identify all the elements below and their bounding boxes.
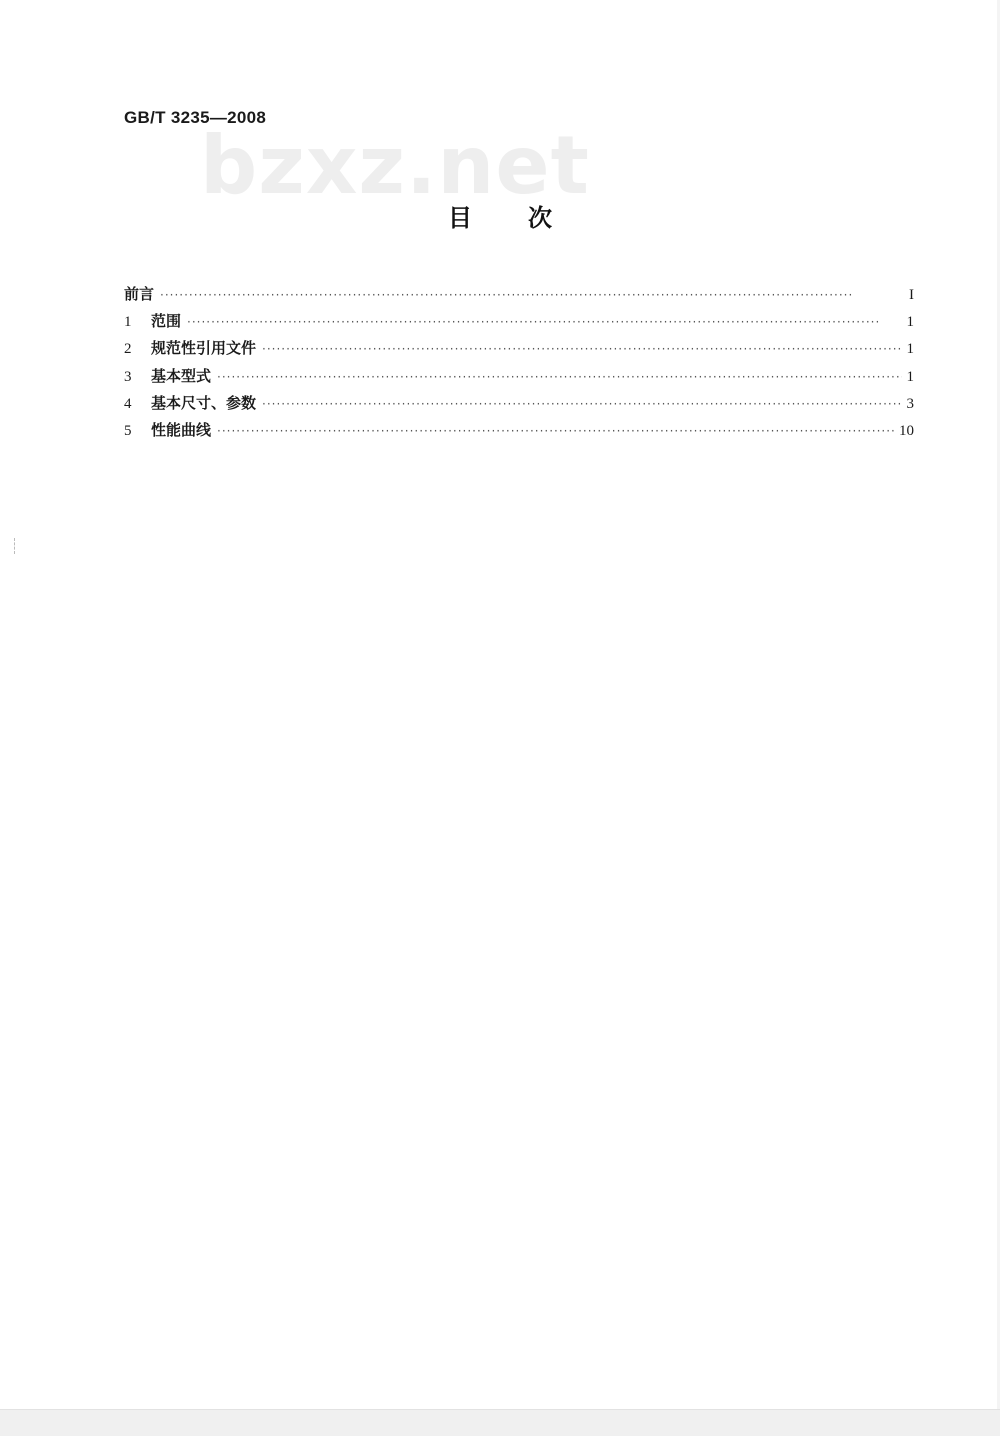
toc-item-foreword[interactable] [124,283,914,310]
toc-item-number: 3 [124,368,132,385]
toc-item-label: 性能曲线 [151,420,212,439]
toc-leader-dots [262,342,902,356]
toc-item-normative-references[interactable] [124,337,914,364]
toc-item-label: 基本尺寸、参数 [151,393,257,412]
toc-item-page: 1 [906,314,914,331]
toc-item-page: 1 [906,368,914,385]
toc-title-part1: 目 [448,204,472,232]
margin-mark [14,538,16,554]
toc-leader-dots [187,315,902,329]
toc-item-page: 10 [899,422,914,439]
toc-item-label: 基本型式 [151,366,212,385]
toc-item-basic-dimensions[interactable] [124,392,914,419]
toc-item-label: 范围 [151,312,182,331]
standard-code: GB/T 3235—2008 [124,108,267,127]
toc-item-number: 1 [124,314,132,331]
toc-item-label: 规范性引用文件 [151,339,257,358]
toc-list [124,283,914,446]
toc-item-number: 5 [124,422,132,439]
toc-item-performance-curves[interactable] [124,419,914,446]
page-bottom-edge [0,1409,1000,1436]
toc-item-basic-types[interactable] [124,365,914,392]
toc-item-page: 3 [906,395,914,412]
toc-item-page: I [909,287,914,303]
toc-leader-dots [217,424,895,438]
toc-leader-dots [160,288,902,302]
toc-title [0,198,1000,233]
watermark: bzxz.net [200,119,590,212]
toc-leader-dots [262,397,902,411]
toc-item-number: 4 [124,395,132,412]
toc-title-part2: 次 [528,204,552,232]
toc-item-scope[interactable] [124,310,914,337]
toc-item-number: 2 [124,341,132,358]
toc-leader-dots [217,370,902,384]
toc-item-label: 前言 [124,285,155,303]
toc-item-page: 1 [906,341,914,358]
